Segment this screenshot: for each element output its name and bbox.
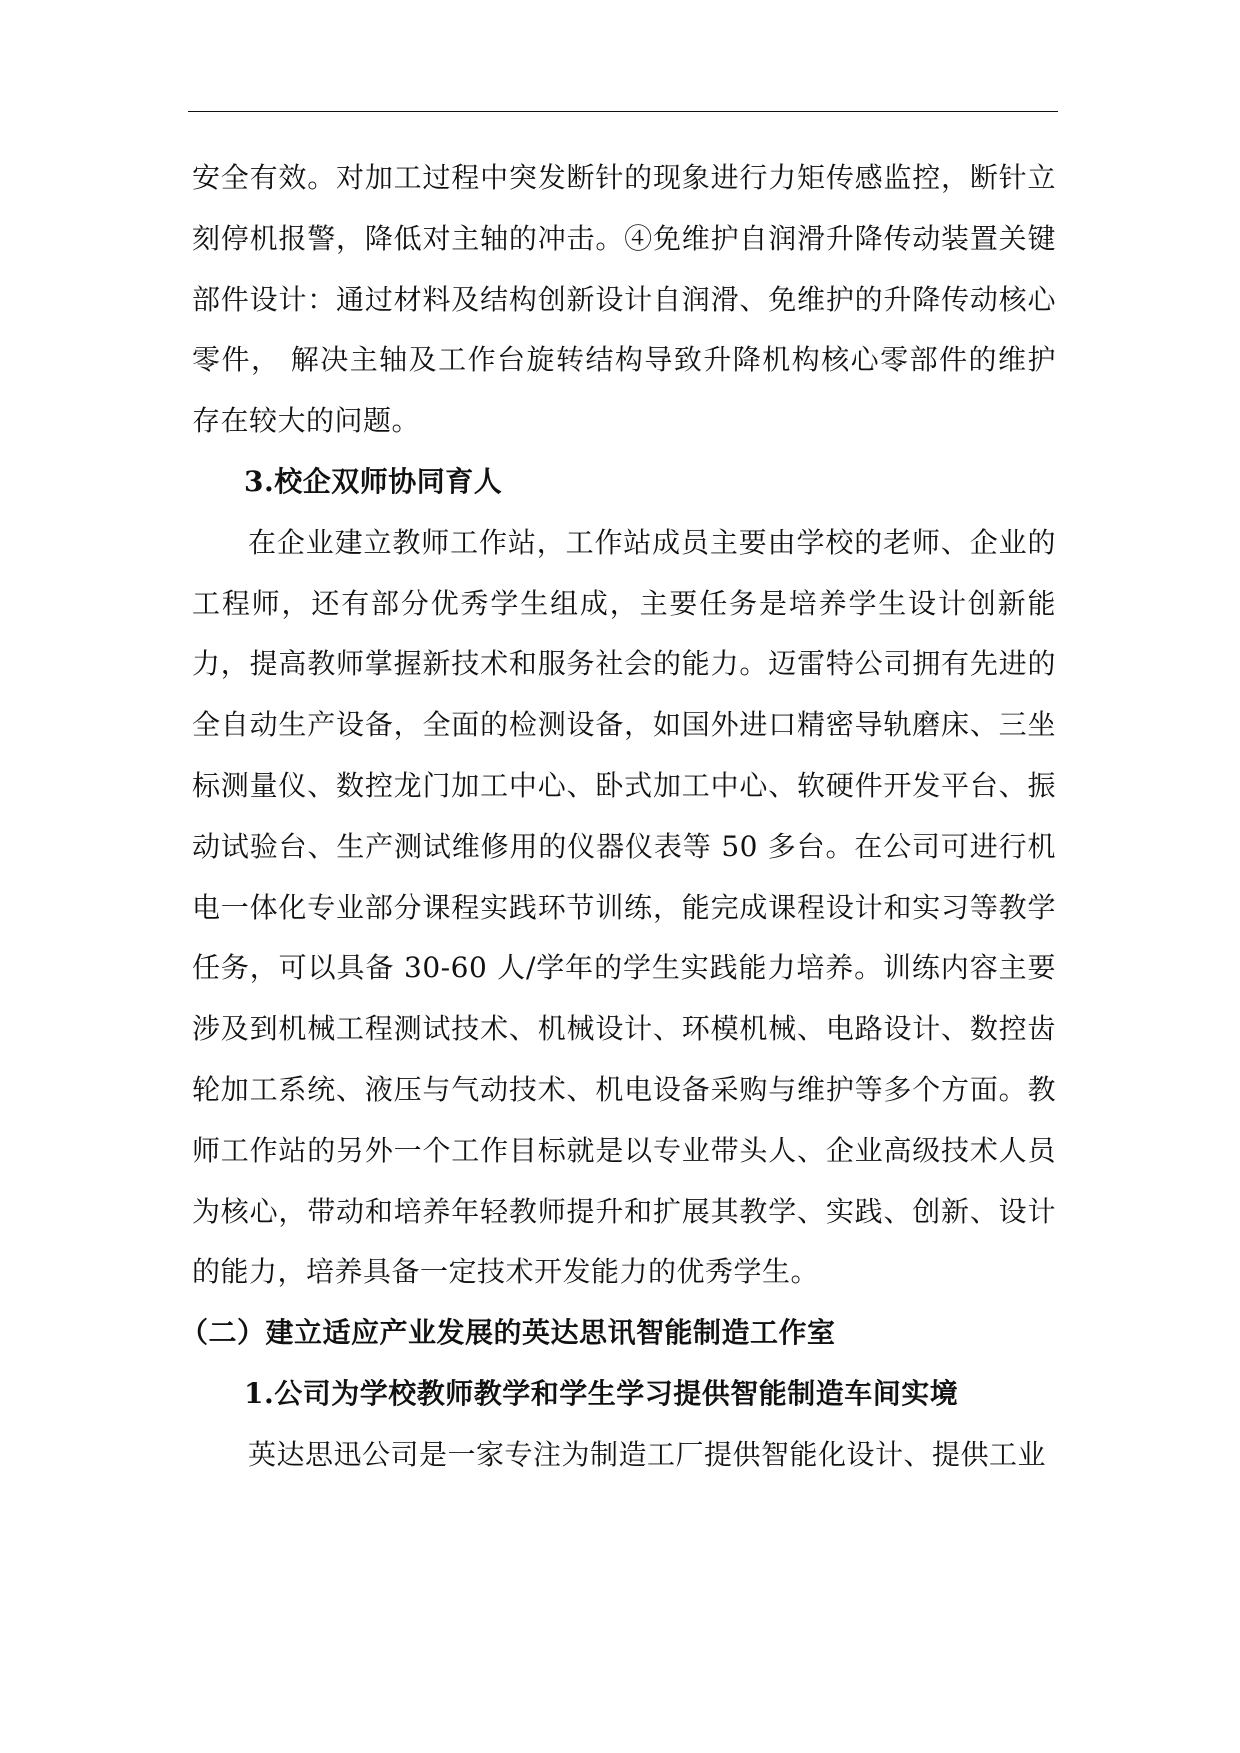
document-body (180, 148, 1056, 1486)
section-heading-1: 1.公司为学校教师教学和学生学习提供智能制造车间实境 (244, 1376, 959, 1410)
body-paragraph-continued: 安全有效。对加工过程中突发断针的现象进行力矩传感监控，断针立刻停机报警，降低对主轴的冲击。④免维护自润滑升降传动装置关键部件设计：通过材料及结构创新设计自润滑、免维护的升降传动核心零件， 解决主轴及工作台旋转结构导致升降机构核心零部件的维护存在较大的问题。 (192, 161, 1056, 438)
body-paragraph-company-intro: 英达思迅公司是一家专注为制造工厂提供智能化设计、提供工业 (248, 1437, 1047, 1471)
body-paragraph-teacher-workstation: 在企业建立教师工作站，工作站成员主要由学校的老师、企业的工程师，还有部分优秀学生组成，主要任务是培养学生设计创新能力，提高教师掌握新技术和服务社会的能力。迈雷特公司拥有先进的全自动生产设备，全面的检测设备，如国外进口精密导轨磨床、三坐标测量仪、数控龙门加工中心、卧式加工中心、软硬件开发平台、振动试验台、生产测试维修用的仪器仪表等 50 多台。在公司可进行机电一体化专业部分课程实践环节训练，能完成课程设计和实习等教学任务，可以具备 30-60 人/学年的学生实践能力培养。训练内容主要涉及到机械工程测试技术、机械设计、环模机械、电路设计、数控齿轮加工系统、液压与气动技术、机电设备采购与维护等多个方面。教师工作站的另外一个工作目标就是以专业带头人、企业高级技术人员为核心，带动和培养年轻教师提升和扩展其教学、实践、创新、设计的能力，培养具备一定技术开发能力的优秀学生。 (192, 525, 1056, 1289)
chapter-heading-2: （二）建立适应产业发展的英达思讯智能制造工作室 (180, 1316, 836, 1350)
section-heading-3: 3.校企双师协同育人 (244, 464, 503, 498)
header-rule (188, 111, 1058, 112)
